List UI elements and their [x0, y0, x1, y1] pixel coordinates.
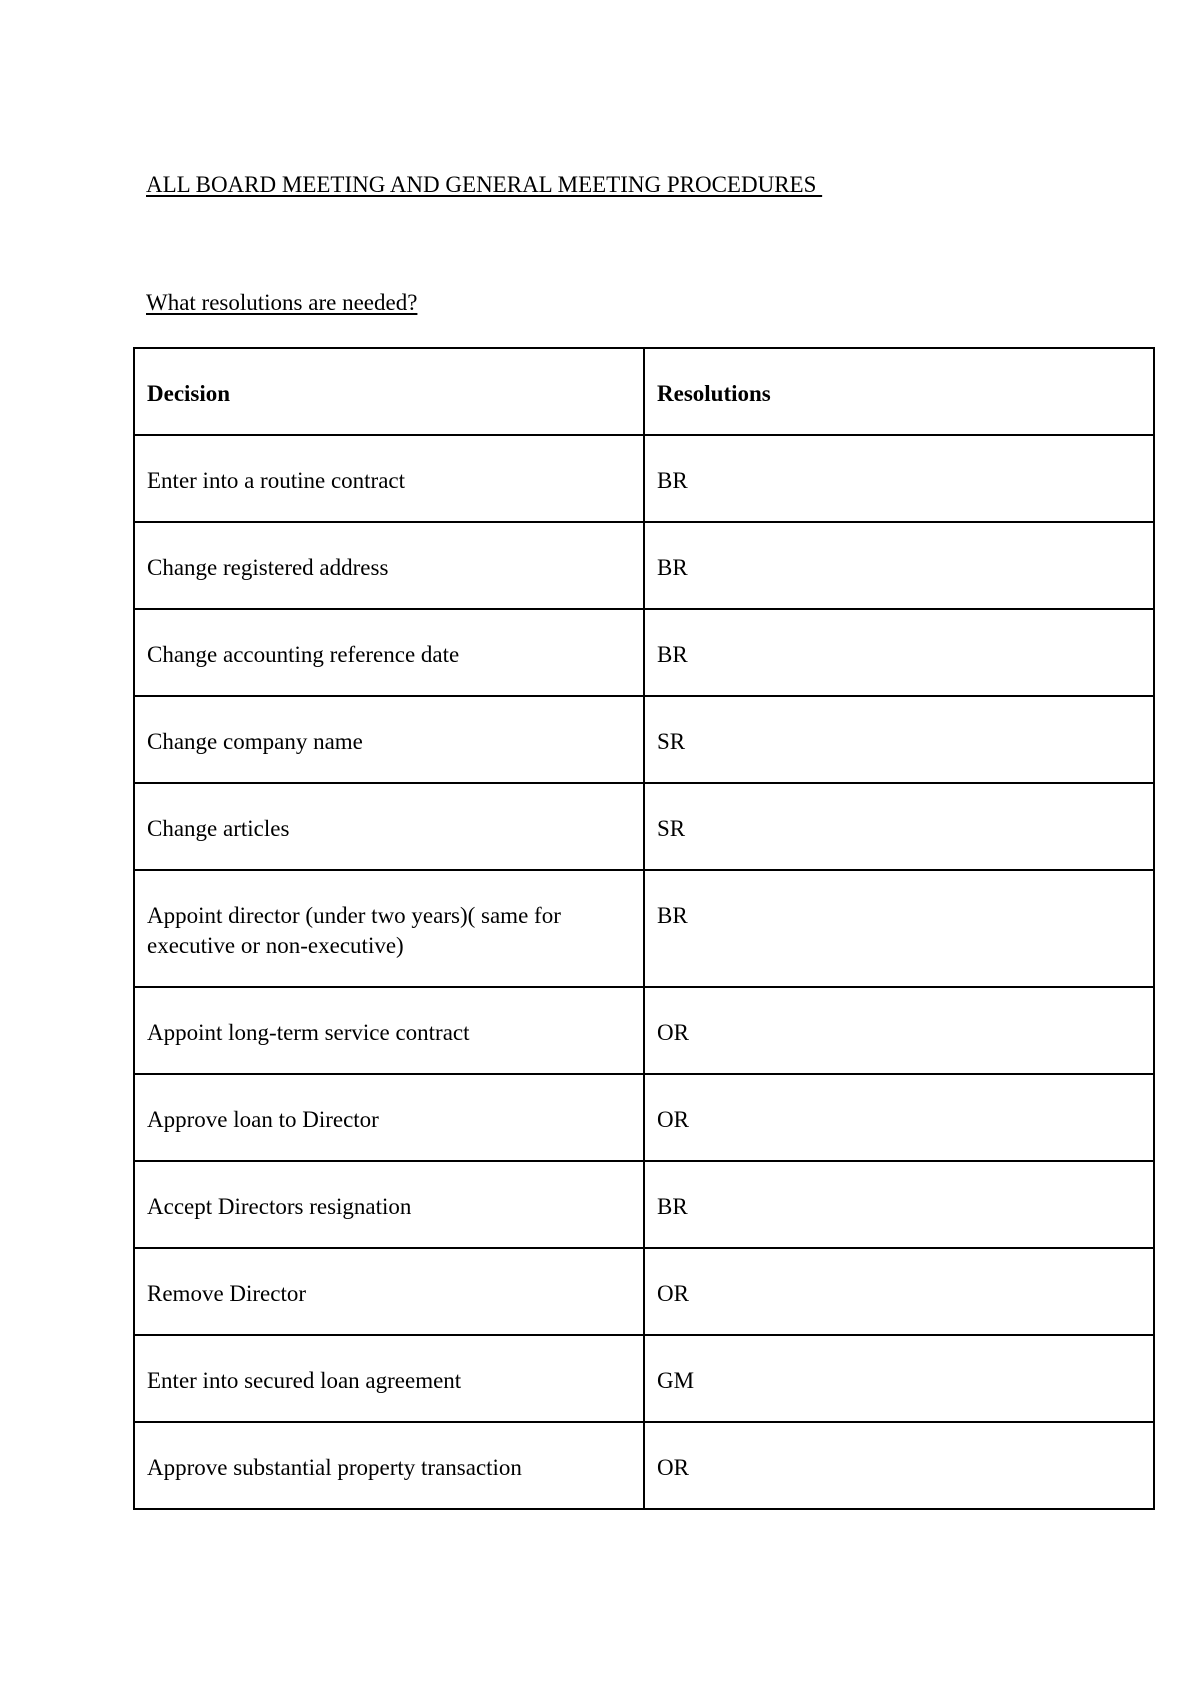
table-row [134, 1422, 1154, 1509]
resolution-cell: OR [644, 987, 1154, 1074]
decision-cell: Appoint long-term service contract [134, 987, 644, 1074]
decision-cell: Change company name [134, 696, 644, 783]
document-subtitle: What resolutions are needed? [146, 290, 418, 315]
document-title: ALL BOARD MEETING AND GENERAL MEETING PROCEDURES [146, 172, 823, 197]
resolution-cell: BR [644, 609, 1154, 696]
decision-cell: Remove Director [134, 1248, 644, 1335]
decision-cell: Approve substantial property transaction [134, 1422, 644, 1509]
table-row [134, 783, 1154, 870]
table-row [134, 435, 1154, 522]
resolution-cell: GM [644, 1335, 1154, 1422]
table-row [134, 609, 1154, 696]
decision-cell: Change articles [134, 783, 644, 870]
table-row [134, 1074, 1154, 1161]
resolution-cell: OR [644, 1422, 1154, 1509]
decision-cell: Enter into a routine contract [134, 435, 644, 522]
header-row [134, 348, 1154, 435]
table-row [134, 696, 1154, 783]
resolution-cell: BR [644, 435, 1154, 522]
table-row [134, 1335, 1154, 1422]
resolution-cell: BR [644, 522, 1154, 609]
resolution-cell: SR [644, 696, 1154, 783]
resolution-cell: OR [644, 1248, 1154, 1335]
table-row [134, 522, 1154, 609]
table-row [134, 870, 1154, 987]
table-header [134, 348, 1154, 435]
header-resolutions: Resolutions [644, 348, 1154, 435]
resolution-cell: OR [644, 1074, 1154, 1161]
header-decision: Decision [134, 348, 644, 435]
decision-cell: Change registered address [134, 522, 644, 609]
decision-cell: Enter into secured loan agreement [134, 1335, 644, 1422]
table-body [134, 435, 1154, 1509]
decision-cell: Change accounting reference date [134, 609, 644, 696]
resolution-cell: BR [644, 1161, 1154, 1248]
decision-cell: Appoint director (under two years)( same for executive or non-executive) [134, 870, 644, 987]
resolutions-table [133, 347, 1155, 1510]
decision-cell: Accept Directors resignation [134, 1161, 644, 1248]
table-row [134, 1248, 1154, 1335]
decision-cell: Approve loan to Director [134, 1074, 644, 1161]
resolution-cell: SR [644, 783, 1154, 870]
resolution-cell: BR [644, 870, 1154, 987]
table-row [134, 1161, 1154, 1248]
table-row [134, 987, 1154, 1074]
